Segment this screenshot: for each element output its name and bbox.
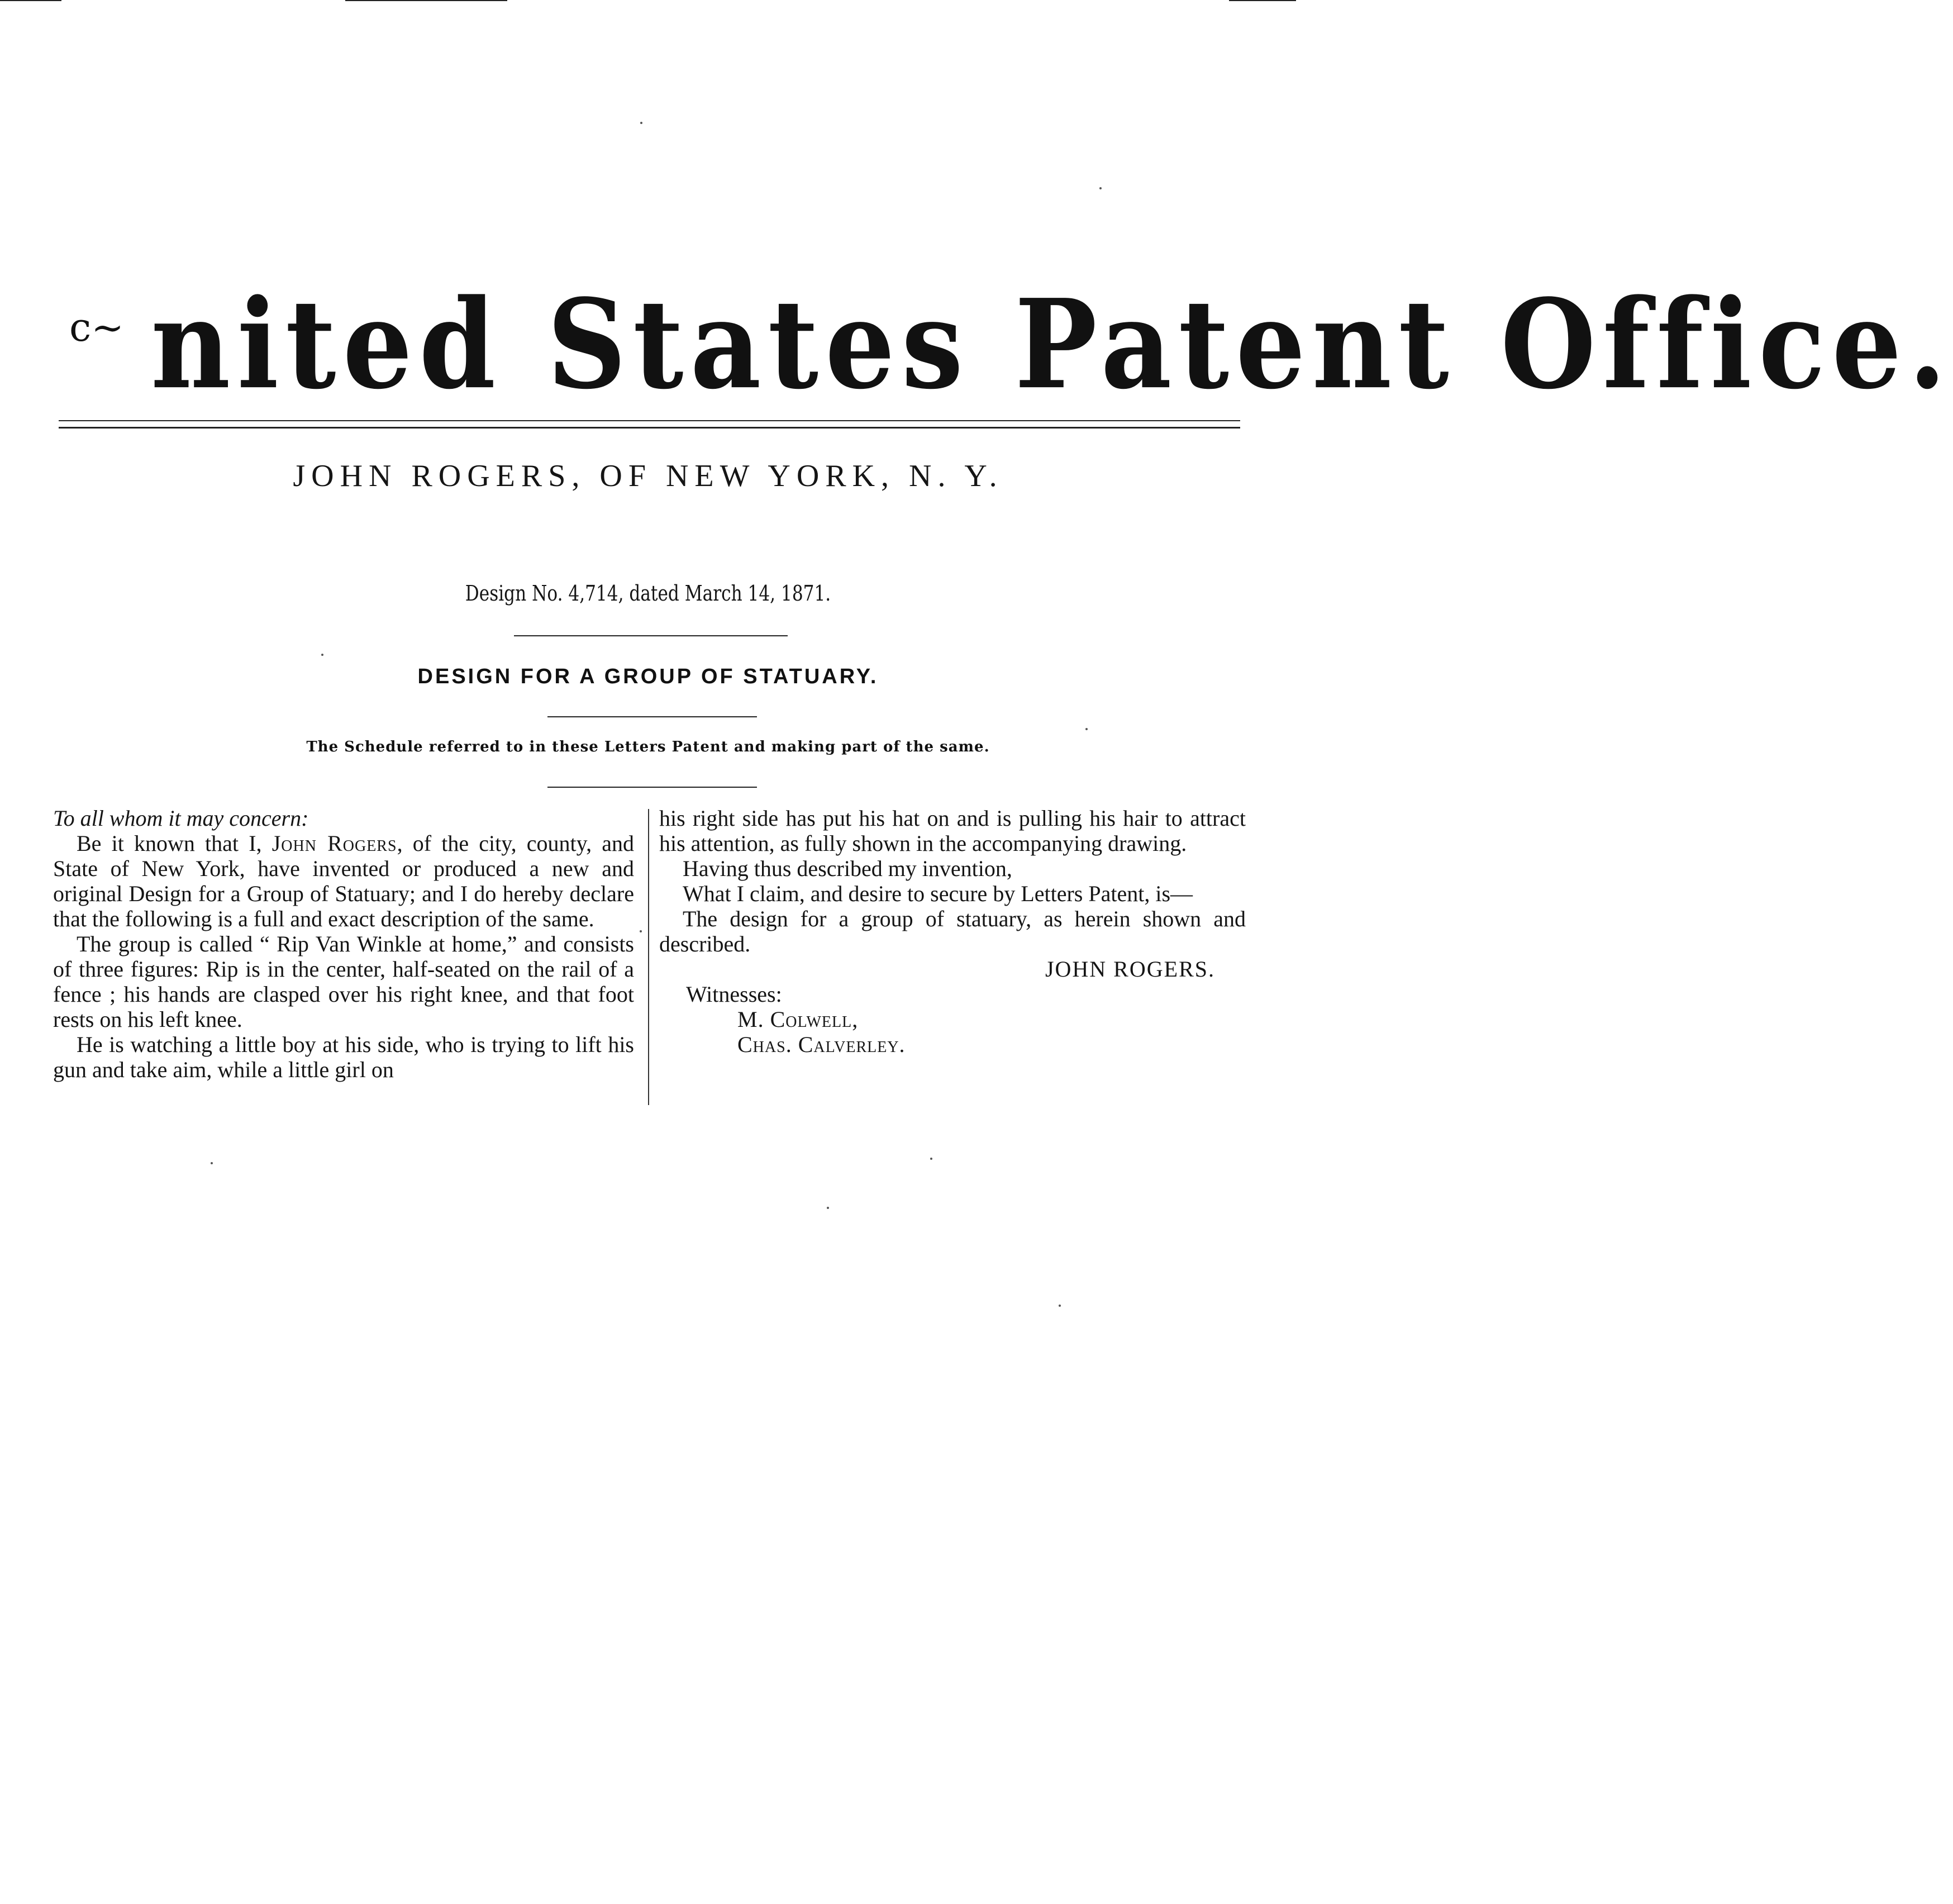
paragraph-text: Be it known that I, [77, 831, 272, 856]
schedule-line: The Schedule referred to in these Letters Patent and making part of the same. [306, 739, 990, 755]
paragraph: Having thus described my invention, [683, 856, 1012, 881]
scan-speck [640, 122, 642, 124]
design-heading: DESIGN FOR A GROUP OF STATUARY. [417, 665, 879, 688]
masthead [34, 273, 1953, 417]
inventor-line: JOHN ROGERS, OF NEW YORK, N. Y. [293, 459, 1003, 493]
scan-speck [1085, 728, 1088, 730]
cut-mark [1229, 0, 1296, 1]
paragraph: He is watching a little boy at his side, who is trying to lift his gun and take aim, while a little girl on [53, 1032, 634, 1082]
divider-rule [547, 787, 757, 788]
scan-speck [211, 1162, 213, 1164]
paragraph-text: , of the city, county, and State of New York, have invented or produced a new and original Design for a Group of Statuary; and I do hereby declare that the following is a full and exact description of the same. [53, 831, 634, 931]
masthead-rule [59, 427, 1240, 429]
signature: JOHN ROGERS. [1045, 956, 1215, 982]
cut-mark [345, 0, 507, 1]
salutation: To all whom it may concern: [53, 806, 309, 831]
masthead-title: nited States Patent Office. [151, 273, 1953, 417]
scan-speck [640, 930, 642, 932]
witness-name: M. Colwell, [737, 1007, 859, 1032]
column-divider [648, 809, 649, 1105]
divider-rule [547, 716, 757, 717]
cut-mark [0, 0, 61, 1]
witnesses-label: Witnesses: [686, 982, 782, 1007]
inventor-name: John Rogers [271, 831, 397, 856]
paragraph: The group is called “ Rip Van Winkle at home,” and consists of three figures: Rip is in the center, half-seated on the rail of a fence ; his hands are clasped over his right knee, and that foot rests on his left knee. [53, 931, 634, 1032]
design-number-line: Design No. 4,714, dated March 14, 1871. [465, 581, 831, 606]
right-column [659, 806, 1246, 1057]
scan-speck [1059, 1305, 1061, 1307]
scan-speck [827, 1207, 829, 1209]
scan-speck [930, 1158, 932, 1160]
witness-name: Chas. Calverley. [737, 1032, 906, 1057]
scan-speck [321, 654, 323, 656]
scan-speck [1099, 187, 1102, 189]
paragraph: What I claim, and desire to secure by Letters Patent, is— [683, 881, 1193, 906]
divider-rule [514, 635, 788, 636]
masthead-initial-fragment: c~ [69, 304, 124, 350]
paragraph: The design for a group of statuary, as herein shown and described. [659, 906, 1246, 956]
paragraph: his right side has put his hat on and is pulling his hair to attract his attention, as fully shown in the accompanying drawing. [659, 806, 1246, 856]
left-column [53, 806, 634, 1082]
paragraph [53, 831, 634, 931]
masthead-rule [59, 420, 1240, 421]
